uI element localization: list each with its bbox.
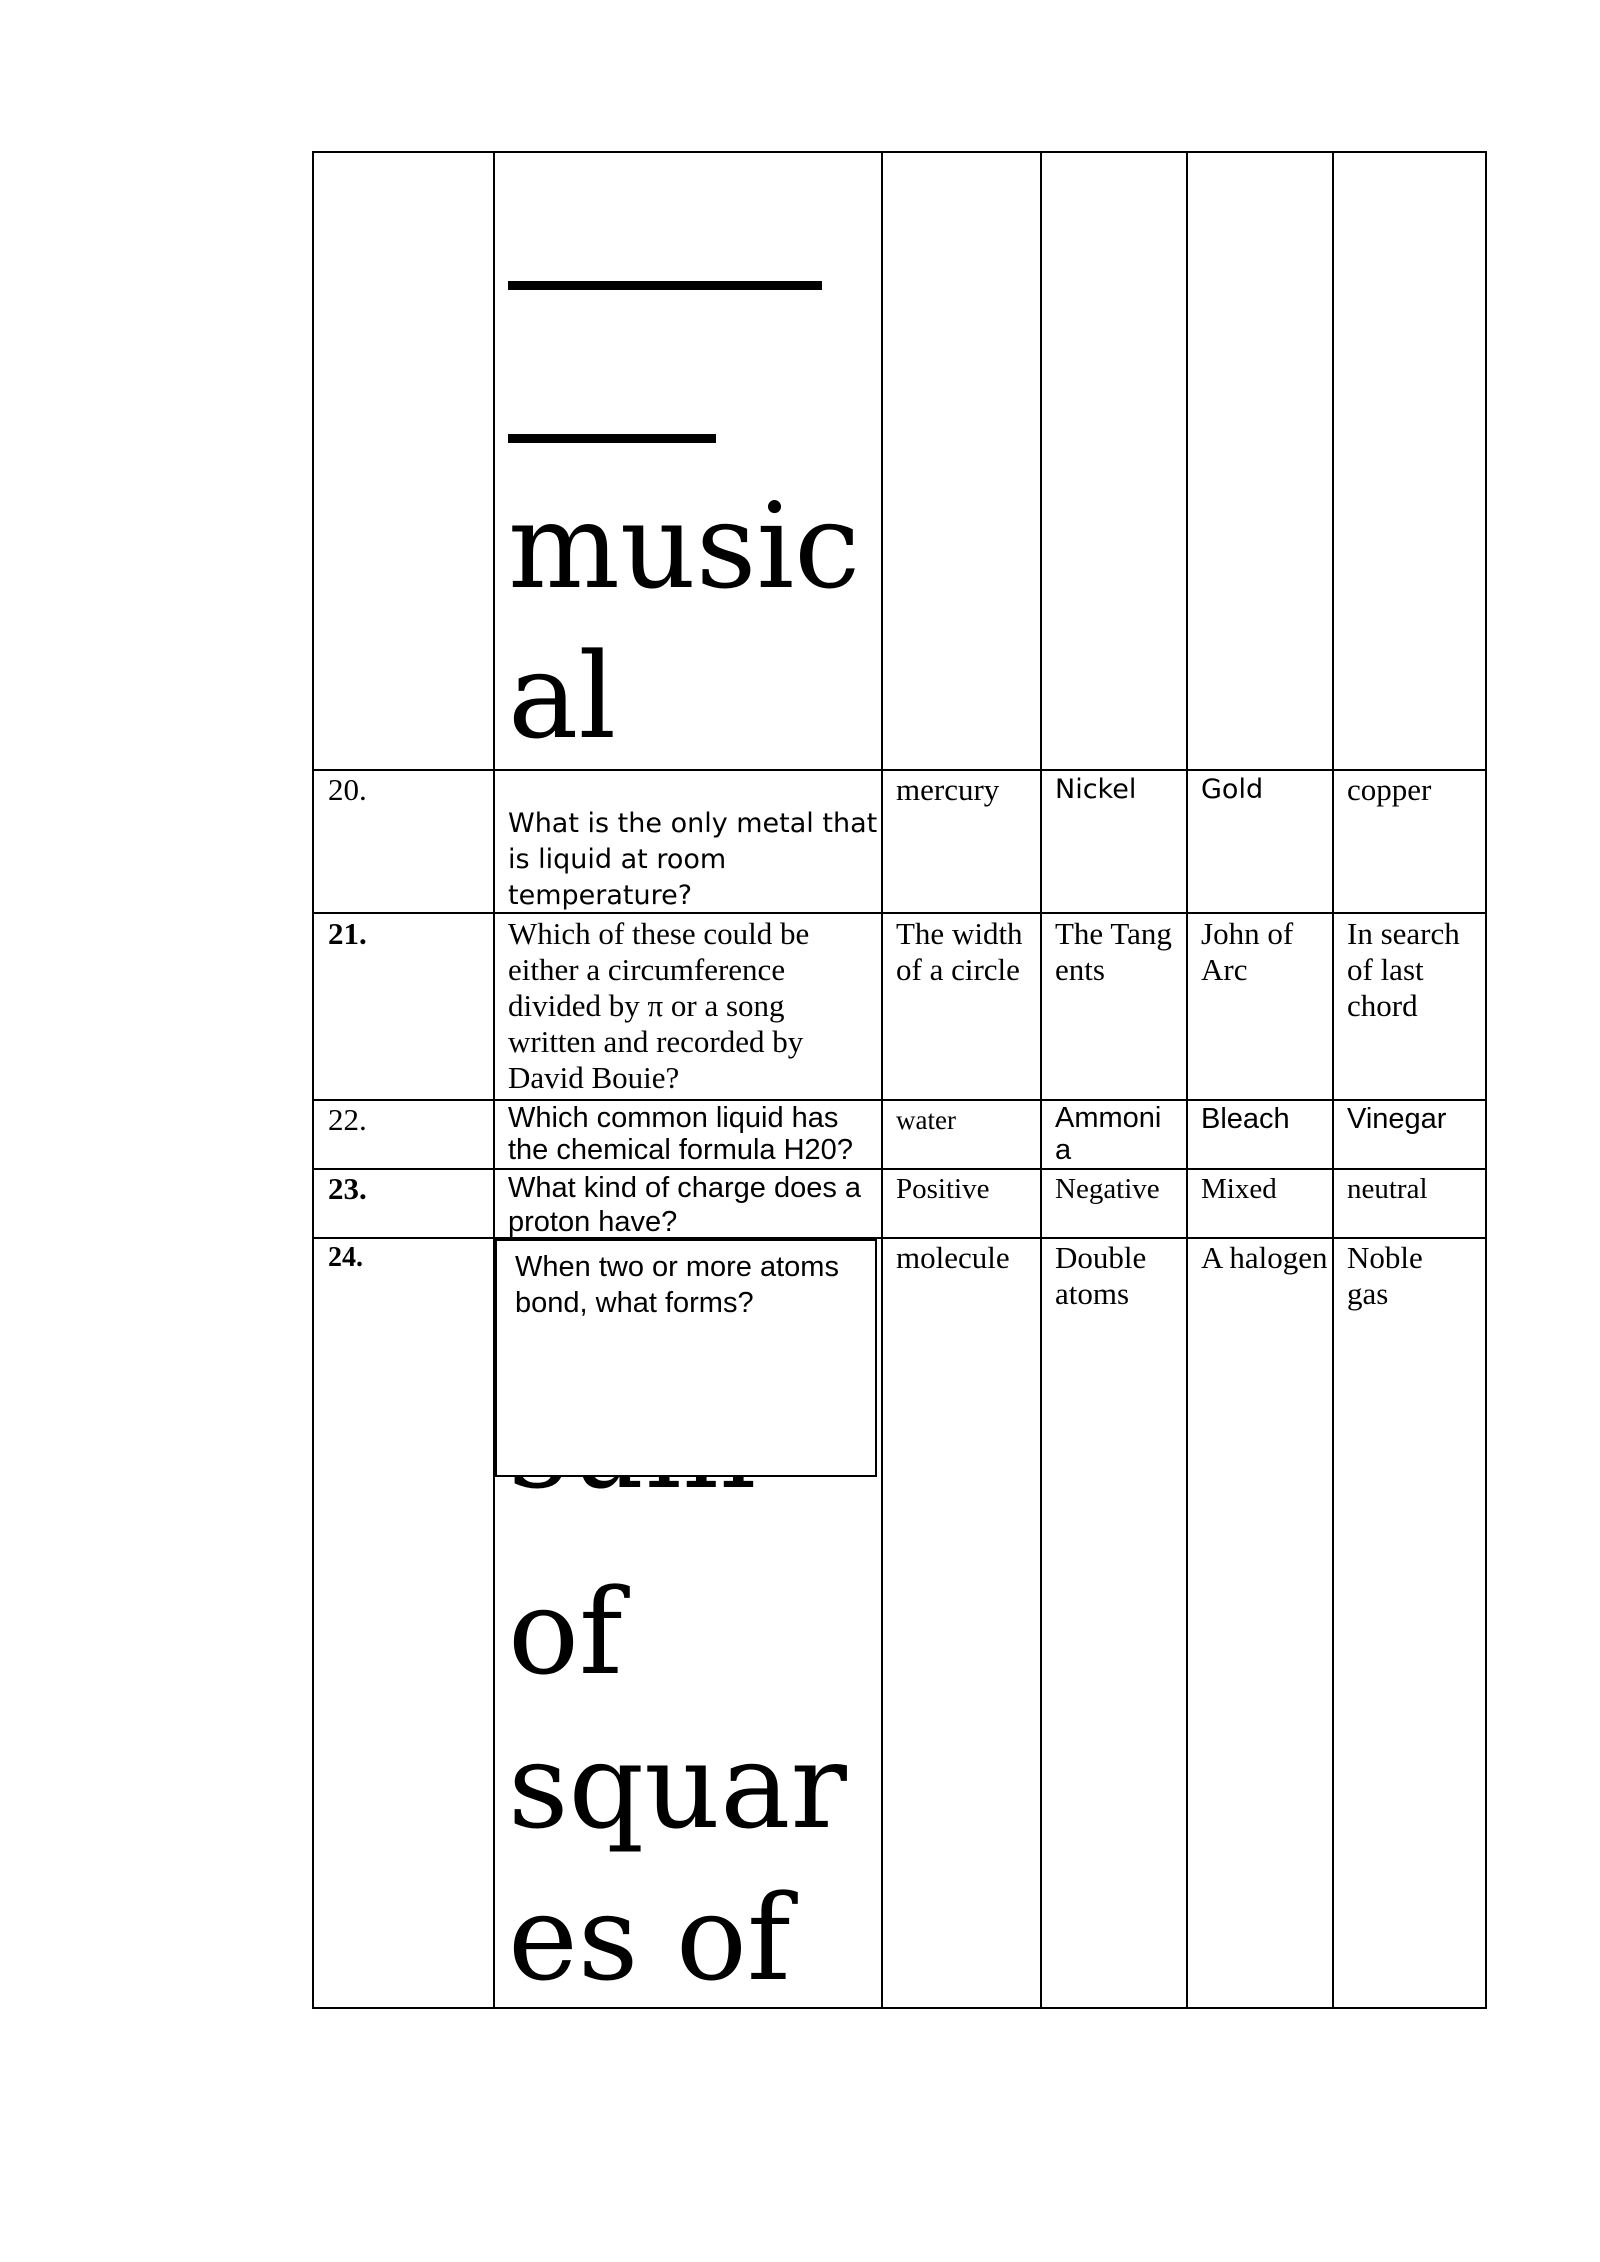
answer-blank-line: [508, 434, 716, 443]
table-divider: [881, 151, 883, 2009]
question-textbox: [495, 1239, 877, 1477]
answer-option-d: copper: [1347, 772, 1432, 807]
table-row-divider: [312, 1168, 1487, 1170]
question-fragment-background: of: [508, 1563, 623, 1701]
table-border-bottom: [312, 2007, 1487, 2009]
question-fragment-line2: al: [508, 627, 617, 765]
table-border-left: [312, 151, 314, 2009]
answer-option-c: Gold: [1201, 774, 1264, 805]
table-border-top: [312, 151, 1487, 153]
table-row-divider: [312, 769, 1487, 771]
answer-option-c: A halogen: [1201, 1240, 1328, 1275]
table-divider: [1332, 151, 1334, 2009]
answer-option-b: The Tangents: [1055, 916, 1172, 987]
answer-option-b: Nickel: [1055, 774, 1137, 805]
question-text: What is the only metal that is liquid at room temperature?: [508, 808, 878, 911]
question-number: 24.: [328, 1242, 363, 1273]
table-divider: [493, 151, 495, 2009]
question-fragment-background: es of: [508, 1869, 791, 2002]
table-row-divider: [312, 912, 1487, 914]
question-number: 21.: [328, 916, 367, 951]
question-number: 22.: [328, 1102, 367, 1137]
answer-option-a: molecule: [896, 1240, 1010, 1275]
answer-option-d: In search of last chord: [1347, 916, 1460, 1023]
answer-option-c: Mixed: [1201, 1173, 1277, 1205]
answer-option-a: mercury: [896, 772, 1000, 807]
answer-option-d: Noble gas: [1347, 1240, 1423, 1311]
question-number: 23.: [328, 1171, 367, 1206]
table-divider: [1186, 151, 1188, 2009]
table-border-right: [1485, 151, 1487, 2009]
question-fragment-line1: music: [508, 477, 861, 615]
answer-option-b: Negative: [1055, 1173, 1160, 1205]
answer-option-a: Positive: [896, 1173, 990, 1205]
question-text: Which common liquid has the chemical formula H20?: [508, 1102, 853, 1166]
answer-option-c: John of Arc: [1201, 916, 1294, 987]
answer-option-b: Ammonia: [1055, 1102, 1162, 1166]
question-number: 20.: [328, 772, 367, 807]
table-divider: [1040, 151, 1042, 2009]
answer-option-d: Vinegar: [1347, 1103, 1447, 1135]
answer-blank-line: [508, 281, 822, 290]
answer-option-d: neutral: [1347, 1173, 1428, 1205]
answer-option-c: Bleach: [1201, 1103, 1290, 1135]
question-fragment-background: squar: [508, 1717, 847, 1855]
question-text: Which of these could be either a circumference divided by π or a song written and recorded by David Bouie?: [508, 916, 810, 1095]
question-text: When two or more atoms bond, what forms?: [515, 1251, 839, 1319]
answer-option-b: Double atoms: [1055, 1240, 1147, 1311]
table-row-divider: [312, 1237, 1487, 1239]
table-row-divider: [312, 1099, 1487, 1101]
answer-option-a: water: [896, 1105, 956, 1135]
answer-option-a: The width of a circle: [896, 916, 1023, 987]
question-text: What kind of charge does a proton have?: [508, 1172, 862, 1238]
